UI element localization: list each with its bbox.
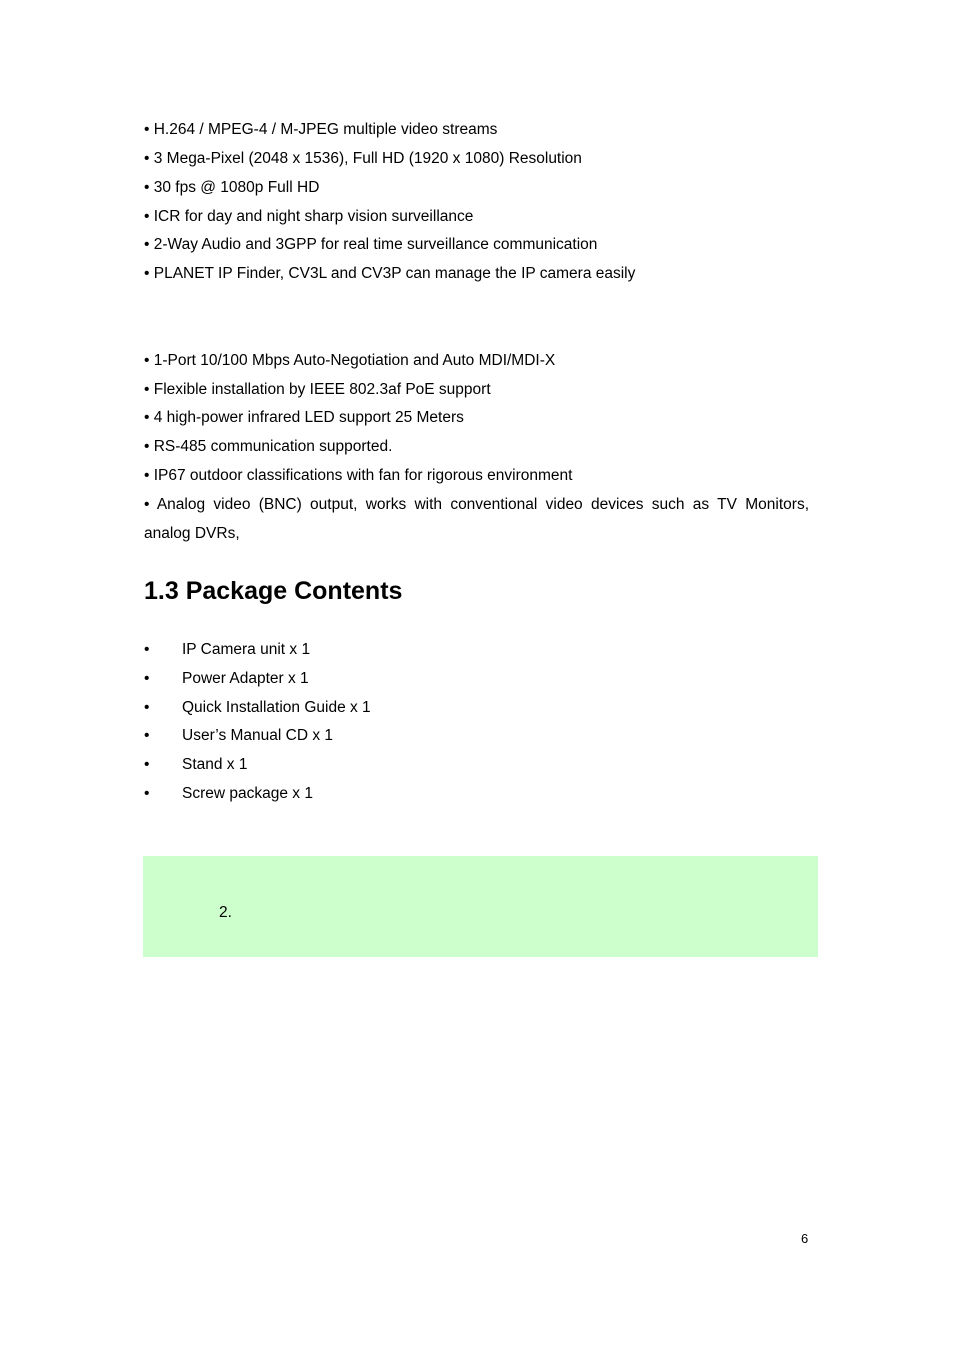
feature-item: • Flexible installation by IEEE 802.3af PoE support bbox=[144, 381, 491, 398]
note-box bbox=[143, 856, 818, 957]
feature-item: • 1-Port 10/100 Mbps Auto-Negotiation and Auto MDI/MDI-X bbox=[144, 352, 556, 369]
feature-item: • RS-485 communication supported. bbox=[144, 438, 393, 455]
bullet-icon: • bbox=[144, 785, 150, 802]
feature-item: • IP67 outdoor classifications with fan for rigorous environment bbox=[144, 467, 573, 484]
bullet-icon: • bbox=[144, 727, 150, 744]
package-item-label: User’s Manual CD x 1 bbox=[182, 727, 334, 744]
feature-item: • 4 high-power infrared LED support 25 Meters bbox=[144, 409, 464, 426]
package-item-label: Screw package x 1 bbox=[182, 785, 313, 802]
feature-item: • ICR for day and night sharp vision surveillance bbox=[144, 208, 474, 225]
feature-item: • H.264 / MPEG-4 / M-JPEG multiple video streams bbox=[144, 121, 498, 138]
package-item-label: Stand x 1 bbox=[182, 756, 248, 773]
page-number: 6 bbox=[801, 1231, 809, 1246]
package-item-label: IP Camera unit x 1 bbox=[182, 641, 311, 658]
bullet-icon: • bbox=[144, 641, 150, 658]
feature-item: • 30 fps @ 1080p Full HD bbox=[144, 179, 320, 196]
section-heading: 1.3 Package Contents bbox=[144, 577, 403, 605]
bullet-icon: • bbox=[144, 699, 150, 716]
feature-item-analog-continued: analog DVRs, bbox=[144, 525, 240, 542]
package-item-label: Quick Installation Guide x 1 bbox=[182, 699, 371, 716]
bullet-icon: • bbox=[144, 670, 150, 687]
bullet-icon: • bbox=[144, 756, 150, 773]
feature-item: • 2-Way Audio and 3GPP for real time surveillance communication bbox=[144, 236, 598, 253]
feature-item: • 3 Mega-Pixel (2048 x 1536), Full HD (1920 x 1080) Resolution bbox=[144, 150, 582, 167]
feature-item: • PLANET IP Finder, CV3L and CV3P can manage the IP camera easily bbox=[144, 265, 636, 282]
feature-item-analog: • Analog video (BNC) output, works with conventional video devices such as TV Monitors, bbox=[144, 496, 809, 513]
note-number: 2. bbox=[219, 904, 232, 921]
package-item-label: Power Adapter x 1 bbox=[182, 670, 309, 687]
